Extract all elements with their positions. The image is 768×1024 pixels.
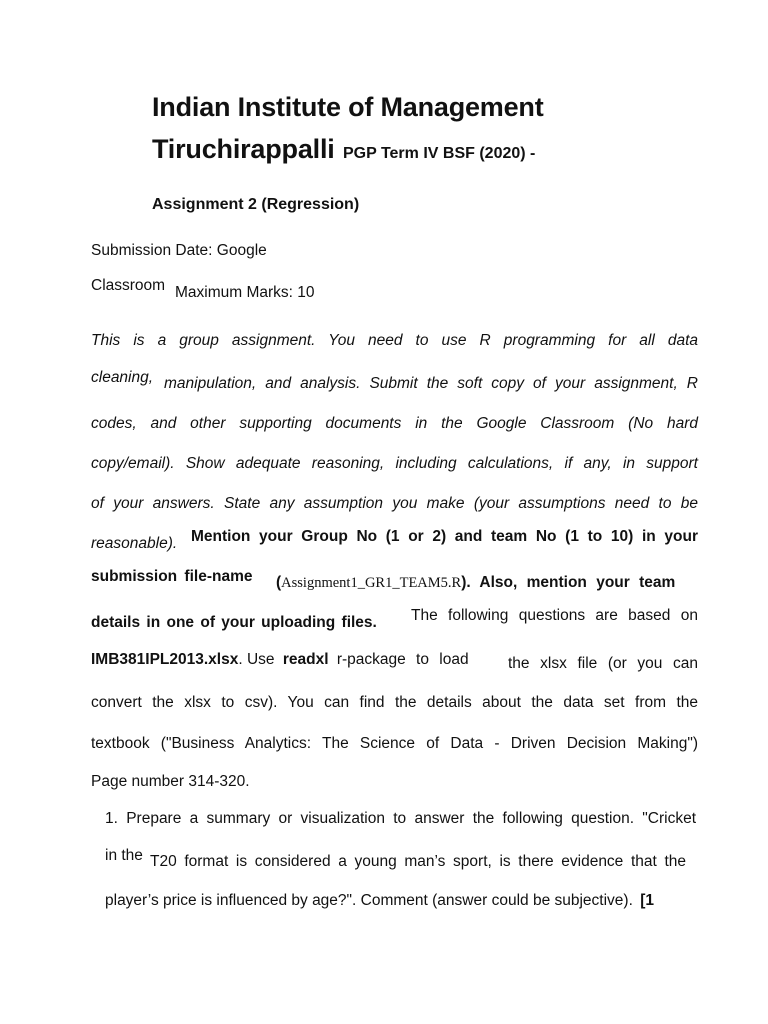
body-line-7a: submission file-name (91, 568, 253, 585)
body-line-9-row (91, 651, 469, 669)
body-line-1: This is a group assignment. You need to use R programming for all data (91, 332, 698, 349)
question-1-line-3-row (105, 892, 654, 910)
body-line-9e: the xlsx file (or you can (508, 655, 698, 672)
body-line-8a: details in one of your uploading files. (91, 614, 377, 631)
body-line-5: of your answers. State any assumption you make (your assumptions need to be (91, 495, 698, 512)
paren-open: ( (276, 574, 282, 591)
filename-example-row (276, 574, 675, 592)
body-line-3: codes, and other supporting documents in the Google Classroom (No hard (91, 415, 698, 432)
question-1-marks: [1 (640, 892, 654, 909)
institute-title-line1: Indian Institute of Management (152, 92, 544, 122)
body-line-11: textbook ("Business Analytics: The Science of Data - Driven Decision Making") (91, 735, 698, 752)
body-line-7d: ). Also, mention your team (461, 574, 676, 591)
institute-title-line2-row (152, 134, 535, 165)
submission-date-cont: Classroom (91, 277, 166, 294)
filename-example: Assignment1_GR1_TEAM5.R (281, 575, 462, 591)
submission-date: Submission Date: Google (91, 242, 267, 259)
package-name: readxl (282, 651, 329, 668)
assignment-heading: Assignment 2 (Regression) (152, 196, 360, 213)
institute-title-line2: Tiruchirappalli (152, 134, 335, 164)
question-1-line-2b: T20 format is considered a young man’s sport, is there evidence that the (150, 853, 686, 870)
question-1-line-2a: in the (105, 847, 143, 864)
body-line-2b: manipulation, and analysis. Submit the soft copy of your assignment, R (164, 375, 698, 392)
question-1-line-1: 1. Prepare a summary or visualization to answer the following question. "Cricket (105, 810, 696, 827)
maximum-marks: Maximum Marks: 10 (175, 284, 315, 301)
course-name: PGP Term IV BSF (2020) - (343, 145, 536, 162)
question-1-line-3a: player’s price is influenced by age?". Comment (answer could be subjective). (105, 892, 633, 909)
body-line-9b: . Use (238, 651, 275, 668)
body-line-9d: r-package to load (336, 651, 469, 668)
group-team-instruction: Mention your Group No (1 or 2) and team No (1 to 10) in your (191, 528, 698, 545)
body-line-12: Page number 314-320. (91, 773, 250, 790)
dataset-filename: IMB381IPL2013.xlsx (91, 651, 239, 668)
body-line-8b: The following questions are based on (411, 607, 698, 624)
body-line-6a: reasonable). (91, 535, 178, 552)
body-line-10: convert the xlsx to csv). You can find the details about the data set from the (91, 694, 698, 711)
body-line-4: copy/email). Show adequate reasoning, including calculations, if any, in support (91, 455, 698, 472)
body-line-2a: cleaning, (91, 369, 154, 386)
